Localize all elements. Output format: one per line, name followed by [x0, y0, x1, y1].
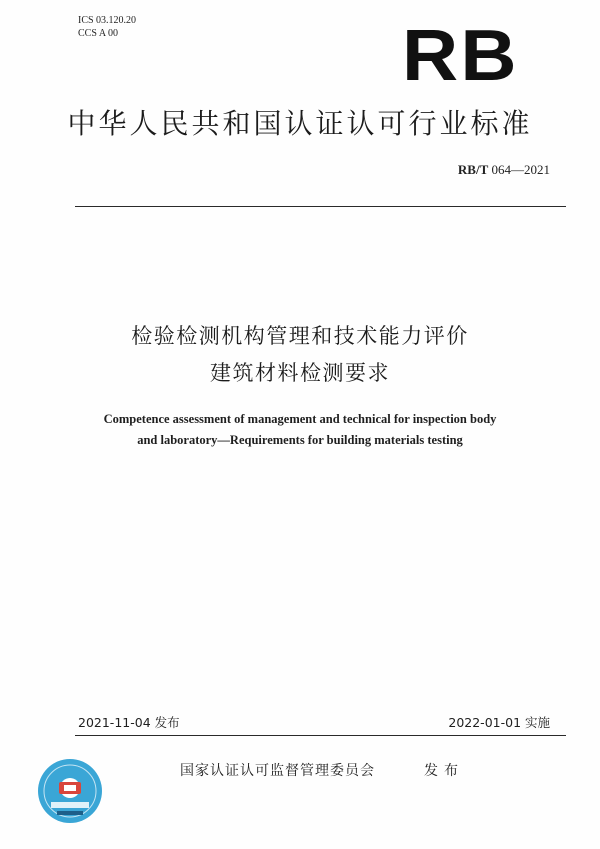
header-divider: [75, 206, 566, 207]
standard-number: [458, 162, 550, 178]
issuing-authority: 国家认证认可监督管理委员会: [180, 763, 375, 779]
rb-logo: RB: [402, 16, 519, 96]
footer-divider: [75, 735, 566, 736]
anti-counterfeit-seal-icon: [37, 758, 103, 824]
ics-code: ICS 03.120.20: [78, 15, 137, 26]
chinese-title-line-1: 检验检测机构管理和技术能力评价: [131, 324, 469, 348]
standard-category-title: 中华人民共和国认证认可行业标准: [67, 107, 533, 140]
ccs-code: CCS A 00: [78, 28, 119, 39]
publish-date: 2021-11-04 发布: [78, 715, 180, 730]
issue-action: 发布: [424, 763, 464, 779]
english-title-line-1: Competence assessment of management and technical for inspection body: [103, 412, 497, 426]
effective-date: 2022-01-01 实施: [448, 715, 550, 730]
chinese-title-line-2: 建筑材料检测要求: [210, 361, 390, 385]
english-title-line-2: and laboratory—Requirements for building materials testing: [137, 433, 463, 447]
standard-number-prefix: RB/T: [457, 162, 489, 177]
standard-number-value: 064—2021: [491, 162, 550, 177]
classification-codes: [78, 14, 136, 40]
